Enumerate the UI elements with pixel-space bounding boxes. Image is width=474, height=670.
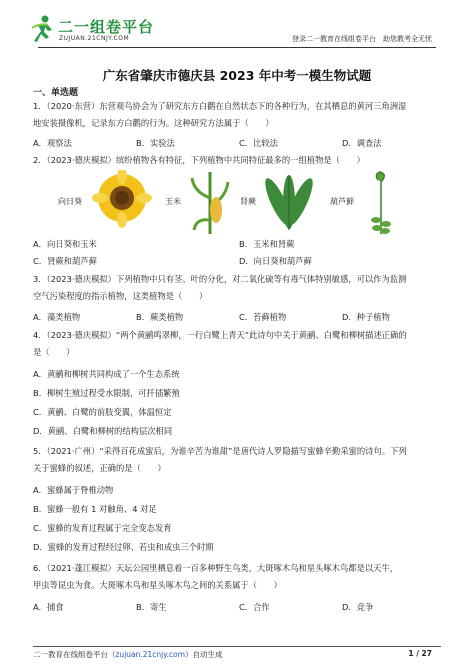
question-text-line: 是（ ） bbox=[33, 347, 75, 357]
option-d: D．蜜蜂的发育过程经过卵、若虫和成虫三个时期 bbox=[33, 542, 214, 552]
option-d: D．黄鹂、白鹭和柳树的结构层次相同 bbox=[33, 426, 173, 436]
option-b: B．寄生 bbox=[136, 602, 167, 612]
footer-link[interactable]: zujuan.21cnjy.com bbox=[115, 650, 186, 659]
option-a: A．藻类植物 bbox=[33, 312, 81, 322]
question-text-line: 关于蜜蜂的叙述，正确的是（ ） bbox=[33, 463, 166, 473]
option-b: B．蜜蜂一般有 1 对触角、4 对足 bbox=[33, 504, 157, 514]
option-d: D．调查法 bbox=[342, 138, 382, 148]
question-2 bbox=[33, 152, 448, 169]
section-heading: 一、单选题 bbox=[33, 88, 79, 98]
question-text-line: 6．（2021·蓬江模拟）天坛公园里栖息着一百多种野生鸟类，大斑啄木鸟和星头啄木鸟都是以天牛， bbox=[33, 563, 399, 573]
plant-label-fern: 肾蕨 bbox=[240, 197, 256, 206]
question-text-line: 空气污染程度的指示植物，这类植物是（ ） bbox=[33, 291, 208, 301]
question-4 bbox=[33, 327, 448, 361]
plant-label-sunflower: 向日葵 bbox=[58, 197, 82, 206]
question-3-options bbox=[33, 311, 448, 325]
brand-url: ZUJUAN.21CNJY.COM bbox=[59, 35, 130, 42]
option-c: C．比较法 bbox=[239, 138, 278, 148]
option-a: A．捕食 bbox=[33, 602, 64, 612]
option-b: B．玉米和肾蕨 bbox=[239, 239, 295, 249]
question-1-options bbox=[33, 137, 448, 151]
question-text-line: 2．（2023·德庆模拟）缤纷植物各有特征，下列植物中共同特征最多的一组植物是（ ） bbox=[33, 155, 365, 165]
footer-text bbox=[33, 649, 223, 660]
option-a: A．观察法 bbox=[33, 138, 72, 148]
question-2-options-row2 bbox=[33, 255, 448, 269]
brand-name: 二一组卷平台 bbox=[58, 18, 155, 36]
option-c: C．合作 bbox=[239, 602, 270, 612]
question-1 bbox=[33, 98, 448, 132]
option-d: D．竞争 bbox=[342, 602, 374, 612]
footer-divider bbox=[33, 646, 441, 647]
question-text-line: 5．（2021·广州）“采得百花成蜜后，为谁辛苦为谁甜”是唐代诗人罗隐描写蜜蜂辛勤采蜜的诗句。下列 bbox=[33, 446, 407, 456]
question-text-line: 甲虫等昆虫为食。大斑啄木鸟和星头啄木鸟之间的关系属于（ ） bbox=[33, 580, 282, 590]
question-5 bbox=[33, 443, 448, 477]
question-text-line: 1．（2020·东营）东营观鸟协会为了研究东方白鹳在自然状态下的各种行为，在其栖息的黄河三角洲湿 bbox=[33, 101, 407, 111]
header-divider bbox=[38, 47, 436, 48]
option-c: C．苔藓植物 bbox=[239, 312, 287, 322]
plant-label-moss: 葫芦藓 bbox=[330, 197, 354, 206]
option-c: C．黄鹂、白鹭的前肢变翼，体温恒定 bbox=[33, 407, 172, 417]
plant-label-corn: 玉米 bbox=[165, 197, 181, 206]
option-a: A．蜜蜂属于脊椎动物 bbox=[33, 485, 114, 495]
runner-logo-icon bbox=[30, 14, 56, 44]
option-b: B．蕨类植物 bbox=[136, 312, 184, 322]
option-d: D．向日葵和葫芦藓 bbox=[239, 256, 312, 266]
site-logo[interactable] bbox=[30, 14, 160, 46]
footer-prefix: 二一教育在线组卷平台（ bbox=[33, 650, 116, 659]
question-text-line: 地安装摄像机，记录东方白鹳的行为。这种研究方法属于（ ） bbox=[33, 118, 274, 128]
header-slogan: 登录二一教育在线组卷平台 助您教考全无忧 bbox=[292, 35, 432, 43]
question-text-line: 3．（2023·德庆模拟）下列植物中只有茎、叶的分化，对二氧化硫等有毒气体特别敏感，可以作为监测 bbox=[33, 274, 407, 284]
question-2-options-row1 bbox=[33, 238, 448, 252]
page-number: 1 / 27 bbox=[408, 649, 432, 658]
option-c: C．肾蕨和葫芦藓 bbox=[33, 256, 97, 266]
question-6 bbox=[33, 560, 448, 594]
question-text-line: 4．（2023·德庆模拟）“两个黄鹂鸣翠柳，一行白鹭上青天”此诗句中关于黄鹂、白鹭和柳树描述正确的 bbox=[33, 330, 407, 340]
fern-image bbox=[262, 172, 316, 232]
option-a: A．向日葵和玉米 bbox=[33, 239, 97, 249]
moss-image bbox=[366, 170, 396, 234]
option-c: C．蜜蜂的发育过程属于完全变态发育 bbox=[33, 523, 172, 533]
question-3 bbox=[33, 271, 448, 305]
question-6-options bbox=[33, 601, 448, 615]
option-a: A．黄鹂和柳树共同构成了一个生态系统 bbox=[33, 369, 180, 379]
corn-image bbox=[190, 168, 230, 234]
exam-title: 广东省肇庆市德庆县 2023 年中考一模生物试题 bbox=[102, 68, 372, 83]
sunflower-image bbox=[88, 170, 156, 232]
option-b: B．柳树生殖过程受水限制，可扦插繁殖 bbox=[33, 388, 180, 398]
option-d: D．种子植物 bbox=[342, 312, 390, 322]
footer-suffix: ）自动生成 bbox=[185, 650, 223, 659]
option-b: B．实验法 bbox=[136, 138, 175, 148]
